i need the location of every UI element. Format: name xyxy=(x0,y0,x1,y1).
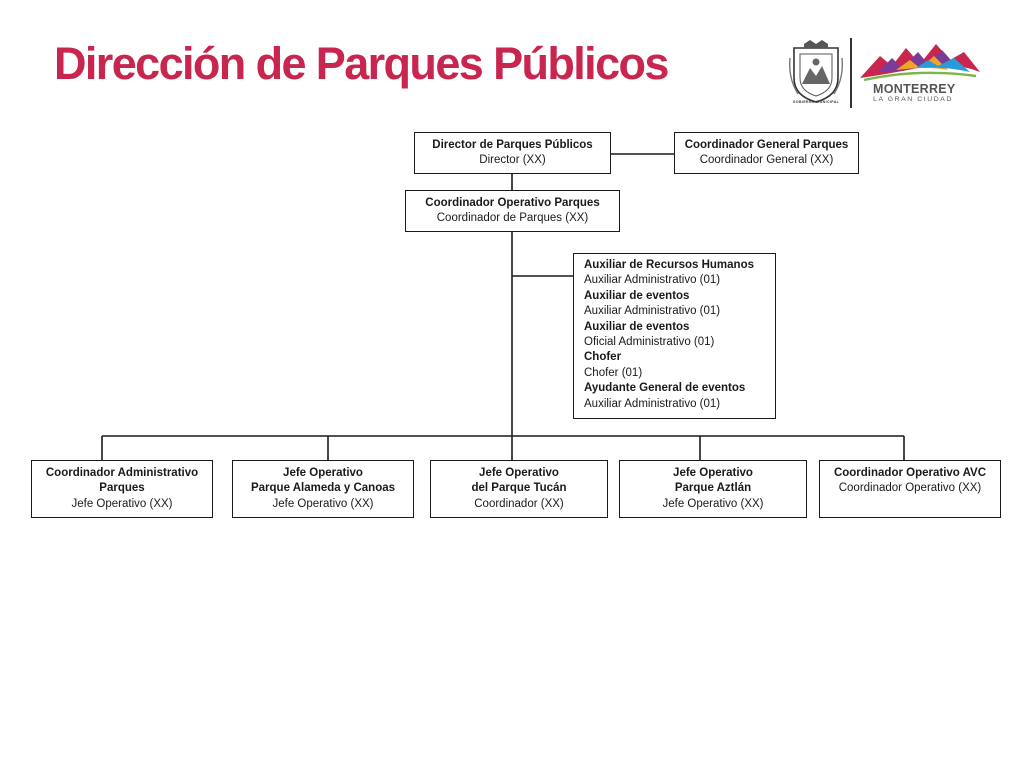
general-coordinator-box xyxy=(674,132,859,174)
unit-title-line: Coordinador Administrativo xyxy=(45,467,199,479)
assistant-position: Oficial Administrativo (01) xyxy=(584,336,715,349)
operative-coordinator-position: Coordinador de Parques (XX) xyxy=(436,212,589,225)
assistant-role: Auxiliar de eventos xyxy=(584,320,690,333)
assistant-role: Ayudante General de eventos xyxy=(584,382,746,395)
unit-title-line: Coordinador Operativo AVC xyxy=(833,467,987,479)
unit-title-line: Jefe Operativo xyxy=(479,467,559,479)
unit-box-aztlan xyxy=(619,460,807,518)
unit-title-line: Jefe Operativo xyxy=(283,467,363,479)
unit-box-avc xyxy=(819,460,1001,518)
unit-title-line: Jefe Operativo xyxy=(673,467,753,479)
unit-title-line: Parques xyxy=(99,482,145,495)
brand-tagline: LA GRAN CIUDAD xyxy=(873,96,953,103)
assistant-role: Auxiliar de Recursos Humanos xyxy=(584,259,754,271)
unit-title-line: Parque Aztlán xyxy=(674,482,752,495)
director-position: Director (XX) xyxy=(479,154,546,167)
unit-box-admin-coordinator xyxy=(31,460,213,518)
unit-position: Coordinador (XX) xyxy=(474,497,564,510)
brand-name: MONTERREY xyxy=(873,82,956,96)
unit-position: Jefe Operativo (XX) xyxy=(71,497,173,510)
operative-coordinator-title: Coordinador Operativo Parques xyxy=(425,197,600,209)
assistant-position: Auxiliar Administrativo (01) xyxy=(584,305,721,318)
unit-position: Jefe Operativo (XX) xyxy=(272,497,374,510)
assistant-position: Chofer (01) xyxy=(584,366,643,379)
page-title: Dirección de Parques Públicos xyxy=(54,38,668,89)
seal-caption: GOBIERNO MUNICIPAL xyxy=(792,100,840,104)
unit-title-line: del Parque Tucán xyxy=(471,482,567,495)
general-coordinator-title: Coordinador General Parques xyxy=(684,139,849,151)
assistant-role: Chofer xyxy=(584,351,622,364)
unit-position: Coordinador Operativo (XX) xyxy=(838,482,982,495)
operative-coordinator-box xyxy=(405,190,620,232)
general-coordinator-position: Coordinador General (XX) xyxy=(699,154,834,167)
director-title: Director de Parques Públicos xyxy=(432,139,593,151)
unit-title-line: Parque Alameda y Canoas xyxy=(250,482,396,495)
unit-box-alameda-canoas xyxy=(232,460,414,518)
assistant-position: Auxiliar Administrativo (01) xyxy=(584,274,721,287)
assistant-role: Auxiliar de eventos xyxy=(584,289,690,302)
assistants-box xyxy=(573,253,776,419)
director-box xyxy=(414,132,611,174)
assistant-position: Auxiliar Administrativo (01) xyxy=(584,397,721,410)
unit-box-tucan xyxy=(430,460,608,518)
unit-position: Jefe Operativo (XX) xyxy=(662,497,764,510)
